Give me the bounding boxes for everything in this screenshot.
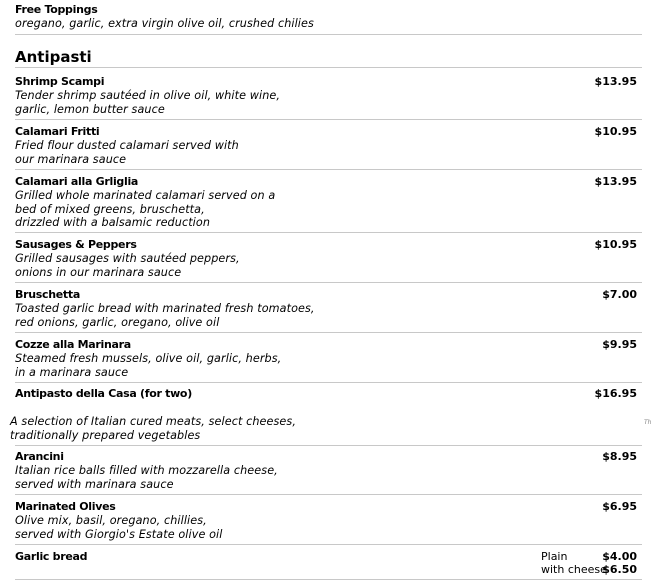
divider [15,332,642,333]
menu-item-price: $13.95 [594,75,637,88]
menu-item-price: $8.95 [602,450,637,463]
divider [15,494,642,495]
menu-item-name: Arancini [15,450,64,463]
divider [15,67,642,68]
menu-item-name: Calamari Fritti [15,125,100,138]
menu-item-name: Sausages & Peppers [15,238,137,251]
menu-item-name: Shrimp Scampi [15,75,105,88]
divider [15,169,642,170]
menu-item-name: Antipasto della Casa (for two) [15,387,192,400]
menu-item-desc-line: A selection of Italian cured meats, select cheeses, [10,415,296,428]
menu-item-desc-line: in a marinara sauce [15,366,129,379]
divider [15,282,642,283]
menu-item-price: $10.95 [594,125,637,138]
menu-item-name: Cozze alla Marinara [15,338,131,351]
section-title: Antipasti [15,48,92,66]
menu-item-desc-line: garlic, lemon butter sauce [15,103,165,116]
menu-item-desc-line: Steamed fresh mussels, olive oil, garlic, herbs, [15,352,282,365]
menu-item-desc-line: Tender shrimp sautéed in olive oil, white wine, [15,89,281,102]
menu-item-desc-line: Toasted garlic bread with marinated fresh tomatoes, [15,302,315,315]
option-label: with cheese [541,563,607,576]
menu-item-desc-line: served with marinara sauce [15,478,174,491]
menu-item-desc-line: served with Giorgio's Estate olive oil [15,528,223,541]
menu-item-desc-line: our marinara sauce [15,153,127,166]
menu-item-desc-line: Fried flour dusted calamari served with [15,139,239,152]
free-toppings-title: Free Toppings [15,3,98,16]
menu-item-desc-line: Grilled sausages with sautéed peppers, [15,252,240,265]
margin-mark: Th [644,419,651,426]
menu-item-desc-line: red onions, garlic, oregano, olive oil [15,316,220,329]
menu-item-price: $9.95 [602,338,637,351]
menu-item-desc-line: Olive mix, basil, oregano, chillies, [15,514,207,527]
menu-item-price: $16.95 [594,387,637,400]
divider [15,119,642,120]
menu-item-desc-line: traditionally prepared vegetables [10,429,201,442]
free-toppings-desc: oregano, garlic, extra virgin olive oil, crushed chilies [15,17,314,30]
menu-item-name: Garlic bread [15,550,88,563]
divider [15,544,642,545]
menu-item-price: $7.00 [602,288,637,301]
divider [15,382,642,383]
divider [15,579,642,580]
option-price: $4.00 [602,550,637,563]
option-label: Plain [541,550,568,563]
divider [15,34,642,35]
menu-item-desc-line: Italian rice balls filled with mozzarella cheese, [15,464,278,477]
menu-item-price: $13.95 [594,175,637,188]
menu-item-name: Marinated Olives [15,500,116,513]
menu-item-desc-line: onions in our marinara sauce [15,266,182,279]
divider [15,232,642,233]
menu-item-desc-line: bed of mixed greens, bruschetta, [15,203,205,216]
menu-item-desc-line: drizzled with a balsamic reduction [15,216,211,229]
menu-item-price: $6.95 [602,500,637,513]
menu-item-name: Bruschetta [15,288,80,301]
menu-item-desc-line: Grilled whole marinated calamari served on a [15,189,276,202]
menu-item-price: $10.95 [594,238,637,251]
divider [15,445,642,446]
option-price: $6.50 [602,563,637,576]
menu-item-name: Calamari alla Grliglia [15,175,139,188]
